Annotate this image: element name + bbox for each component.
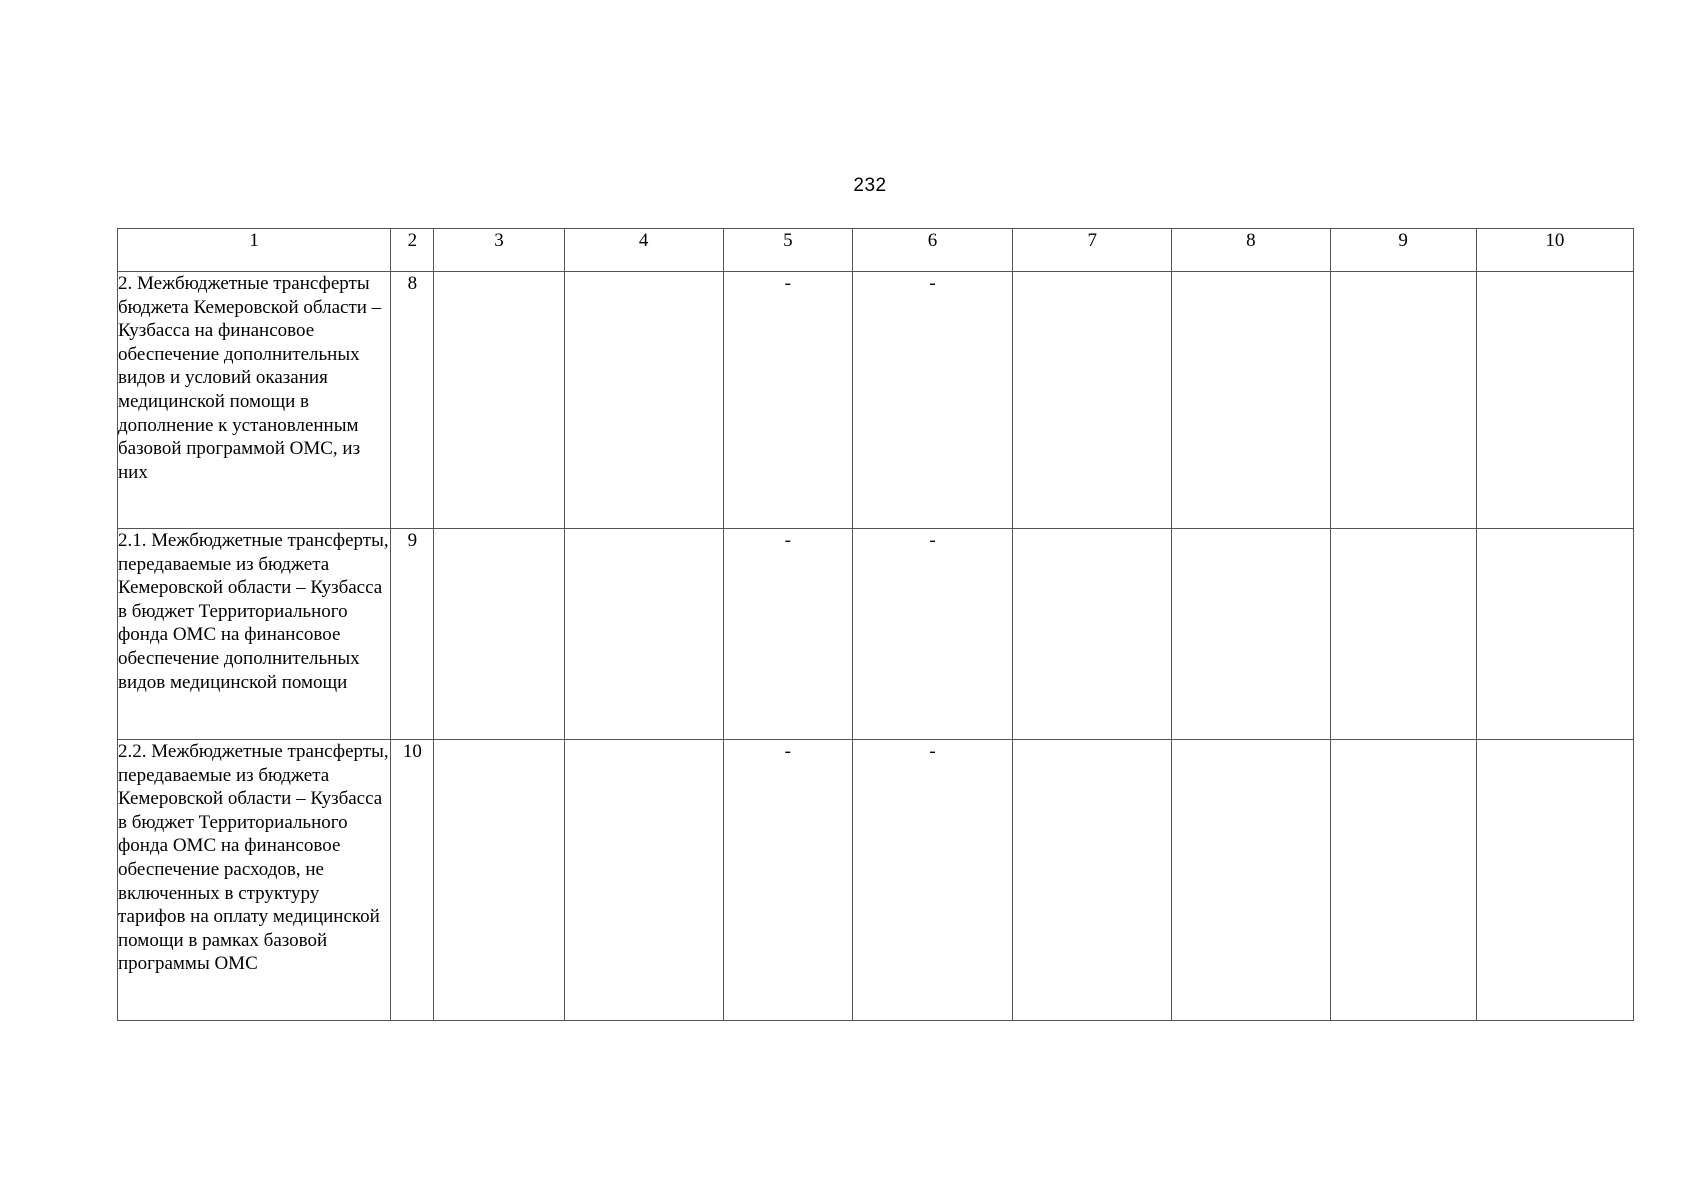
empty-cell bbox=[564, 272, 723, 529]
empty-cell bbox=[1013, 740, 1172, 1021]
table-row bbox=[118, 529, 1634, 740]
table-row bbox=[118, 272, 1634, 529]
column-number-10: 10 bbox=[1476, 229, 1633, 272]
empty-cell bbox=[1476, 529, 1633, 740]
empty-cell bbox=[1330, 272, 1476, 529]
empty-cell bbox=[1476, 740, 1633, 1021]
col6-value: - bbox=[852, 740, 1012, 1021]
col5-value: - bbox=[723, 740, 852, 1021]
column-number-2: 2 bbox=[391, 229, 434, 272]
table-header-row bbox=[118, 229, 1634, 272]
row-name: 2.2. Межбюджетные трансферты, передаваемые из бюджета Кемеровской области – Кузбасса в бюджет Территориального фонда ОМС на финансовое обеспечение расходов, не включенных в структуру тарифов на оплату медицинской помощи в рамках базовой программы ОМС bbox=[118, 740, 391, 1021]
empty-cell bbox=[434, 529, 564, 740]
row-name: 2. Межбюджетные трансферты бюджета Кемеровской области – Кузбасса на финансовое обеспечение дополнительных видов и условий оказания медицинской помощи в дополнение к установленным базовой программой ОМС, из них bbox=[118, 272, 391, 529]
data-table bbox=[117, 228, 1634, 1021]
empty-cell bbox=[434, 272, 564, 529]
empty-cell bbox=[1476, 272, 1633, 529]
empty-cell bbox=[1330, 529, 1476, 740]
column-number-1: 1 bbox=[118, 229, 391, 272]
column-number-3: 3 bbox=[434, 229, 564, 272]
empty-cell bbox=[1013, 529, 1172, 740]
empty-cell bbox=[1172, 529, 1330, 740]
column-number-9: 9 bbox=[1330, 229, 1476, 272]
col5-value: - bbox=[723, 272, 852, 529]
column-number-5: 5 bbox=[723, 229, 852, 272]
column-number-8: 8 bbox=[1172, 229, 1330, 272]
empty-cell bbox=[564, 529, 723, 740]
empty-cell bbox=[564, 740, 723, 1021]
row-code: 8 bbox=[391, 272, 434, 529]
col5-value: - bbox=[723, 529, 852, 740]
page-number: 232 bbox=[853, 175, 887, 196]
empty-cell bbox=[1013, 272, 1172, 529]
empty-cell bbox=[1330, 740, 1476, 1021]
column-number-7: 7 bbox=[1013, 229, 1172, 272]
empty-cell bbox=[434, 740, 564, 1021]
column-number-4: 4 bbox=[564, 229, 723, 272]
empty-cell bbox=[1172, 740, 1330, 1021]
col6-value: - bbox=[852, 529, 1012, 740]
row-code: 9 bbox=[391, 529, 434, 740]
column-number-6: 6 bbox=[852, 229, 1012, 272]
row-name: 2.1. Межбюджетные трансферты, передаваемые из бюджета Кемеровской области – Кузбасса в бюджет Территориального фонда ОМС на финансовое обеспечение дополнительных видов медицинской помощи bbox=[118, 529, 391, 740]
col6-value: - bbox=[852, 272, 1012, 529]
table-row bbox=[118, 740, 1634, 1021]
empty-cell bbox=[1172, 272, 1330, 529]
row-code: 10 bbox=[391, 740, 434, 1021]
